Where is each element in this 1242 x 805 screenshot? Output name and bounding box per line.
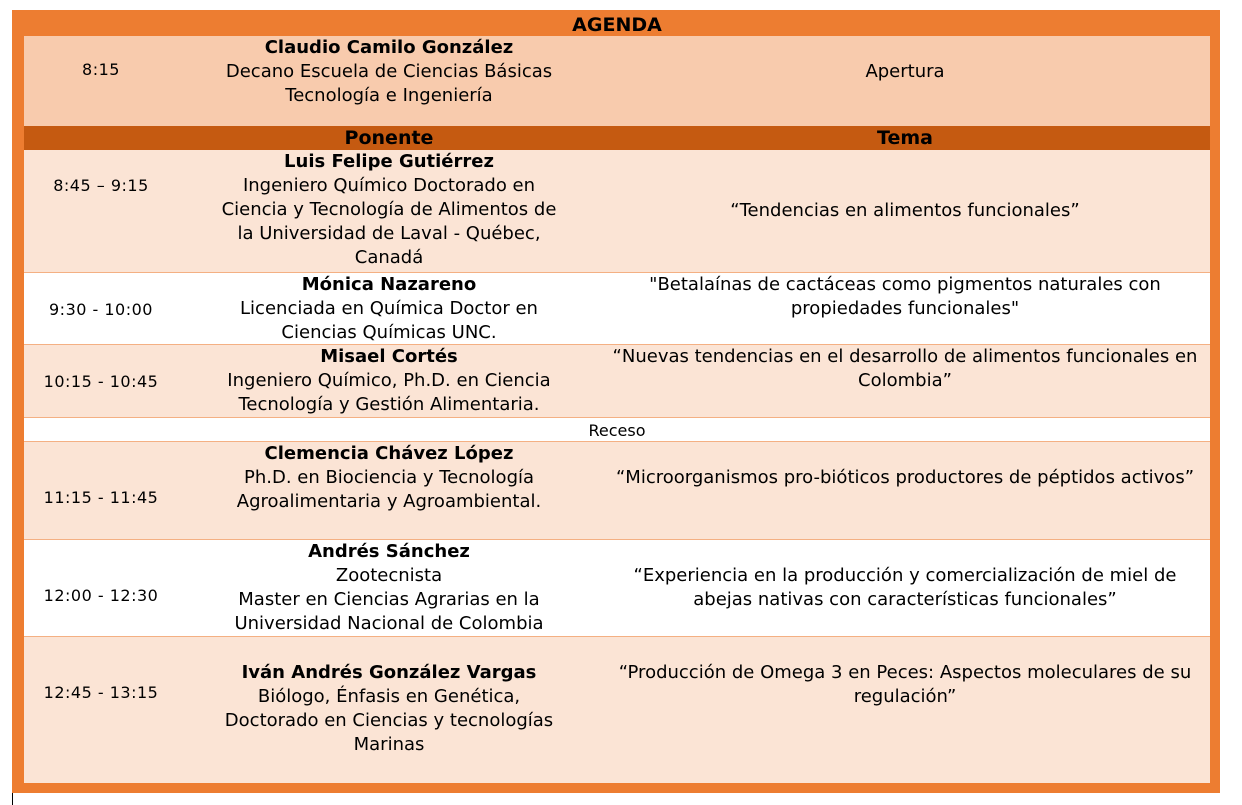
agenda-title: AGENDA bbox=[572, 14, 662, 36]
speaker-role-line: Marinas bbox=[353, 734, 425, 755]
speaker-role-line: Ingeniero Químico Doctorado en bbox=[242, 175, 536, 196]
speaker-role-line: Tecnología y Gestión Alimentaria. bbox=[238, 394, 540, 415]
speaker-name: Mónica Nazareno bbox=[301, 274, 477, 295]
speaker-name: Clemencia Chávez López bbox=[264, 443, 514, 464]
speaker-cell bbox=[178, 273, 600, 345]
speaker-role-line: Decano Escuela de Ciencias Básicas bbox=[225, 61, 553, 82]
session-time: 10:15 - 10:45 bbox=[43, 372, 159, 391]
speaker-name: Luis Felipe Gutiérrez bbox=[284, 151, 494, 172]
speaker-cell bbox=[178, 150, 600, 272]
header-row bbox=[24, 126, 1210, 150]
session-row bbox=[24, 272, 1210, 345]
speaker-role-line: Ciencia y Tecnología de Alimentos de bbox=[221, 199, 557, 220]
session-row bbox=[24, 344, 1210, 418]
speaker-role-line: Licenciada en Química Doctor en bbox=[240, 298, 538, 319]
speaker-role-line: Doctorado en Ciencias y tecnologías bbox=[224, 710, 554, 731]
speaker-role-line: Agroalimentaria y Agroambiental. bbox=[236, 491, 542, 512]
session-time: 9:30 - 10:00 bbox=[49, 299, 153, 319]
opening-row bbox=[24, 36, 1210, 126]
session-topic: “Microorganismos pro-bióticos productores de péptidos activos” bbox=[615, 467, 1195, 488]
session-topic: Apertura bbox=[865, 61, 945, 82]
agenda-table bbox=[12, 10, 1220, 793]
session-row bbox=[24, 539, 1210, 637]
session-row bbox=[24, 636, 1210, 783]
speaker-cell bbox=[178, 540, 600, 637]
speaker-cell bbox=[178, 345, 600, 418]
session-topic: “Experiencia en la producción y comercialización de miel de abejas nativas con características funcionales” bbox=[633, 565, 1177, 610]
speaker-role-line: Tecnología e Ingeniería bbox=[285, 85, 493, 106]
speaker-name: Claudio Camilo González bbox=[264, 37, 514, 58]
speaker-role-line: Master en Ciencias Agrarias en la bbox=[238, 589, 540, 610]
speaker-cell bbox=[178, 36, 600, 126]
speaker-role-line: Ph.D. en Biociencia y Tecnología bbox=[243, 467, 535, 488]
session-time: 12:00 - 12:30 bbox=[43, 586, 159, 605]
speaker-name: Misael Cortés bbox=[320, 346, 458, 367]
session-topic: “Nuevas tendencias en el desarrollo de alimentos funcionales en Colombia” bbox=[612, 346, 1198, 391]
speaker-role-line: Canadá bbox=[354, 247, 424, 268]
session-topic: "Betalaínas de cactáceas como pigmentos naturales con propiedades funcionales" bbox=[649, 274, 1161, 319]
session-topic: “Tendencias en alimentos funcionales” bbox=[730, 200, 1080, 221]
speaker-role-line: Universidad Nacional de Colombia bbox=[234, 613, 544, 634]
recess-row: Receso bbox=[24, 417, 1210, 442]
speaker-role-line: Biólogo, Énfasis en Genética, bbox=[257, 686, 521, 707]
session-row bbox=[24, 150, 1210, 272]
speaker-name: Iván Andrés González Vargas bbox=[241, 662, 537, 683]
column-header-topic: Tema bbox=[877, 127, 933, 149]
page-edge-line bbox=[12, 793, 13, 805]
speaker-name: Andrés Sánchez bbox=[308, 541, 470, 562]
session-time: 8:45 – 9:15 bbox=[53, 176, 149, 195]
speaker-role-line: la Universidad de Laval - Québec, bbox=[237, 223, 541, 244]
speaker-cell bbox=[178, 637, 600, 783]
column-header-speaker: Ponente bbox=[344, 127, 434, 149]
session-time: 11:15 - 11:45 bbox=[43, 488, 159, 507]
session-topic: “Producción de Omega 3 en Peces: Aspectos moleculares de su regulación” bbox=[618, 662, 1192, 707]
session-time: 12:45 - 13:15 bbox=[43, 683, 159, 702]
session-time: 8:15 bbox=[82, 60, 120, 79]
speaker-cell bbox=[178, 442, 600, 540]
session-row bbox=[24, 441, 1210, 540]
speaker-role-line: Zootecnista bbox=[335, 565, 443, 586]
speaker-role-line: Ingeniero Químico, Ph.D. en Ciencia bbox=[227, 370, 551, 391]
speaker-role-line: Ciencias Químicas UNC. bbox=[281, 322, 497, 343]
